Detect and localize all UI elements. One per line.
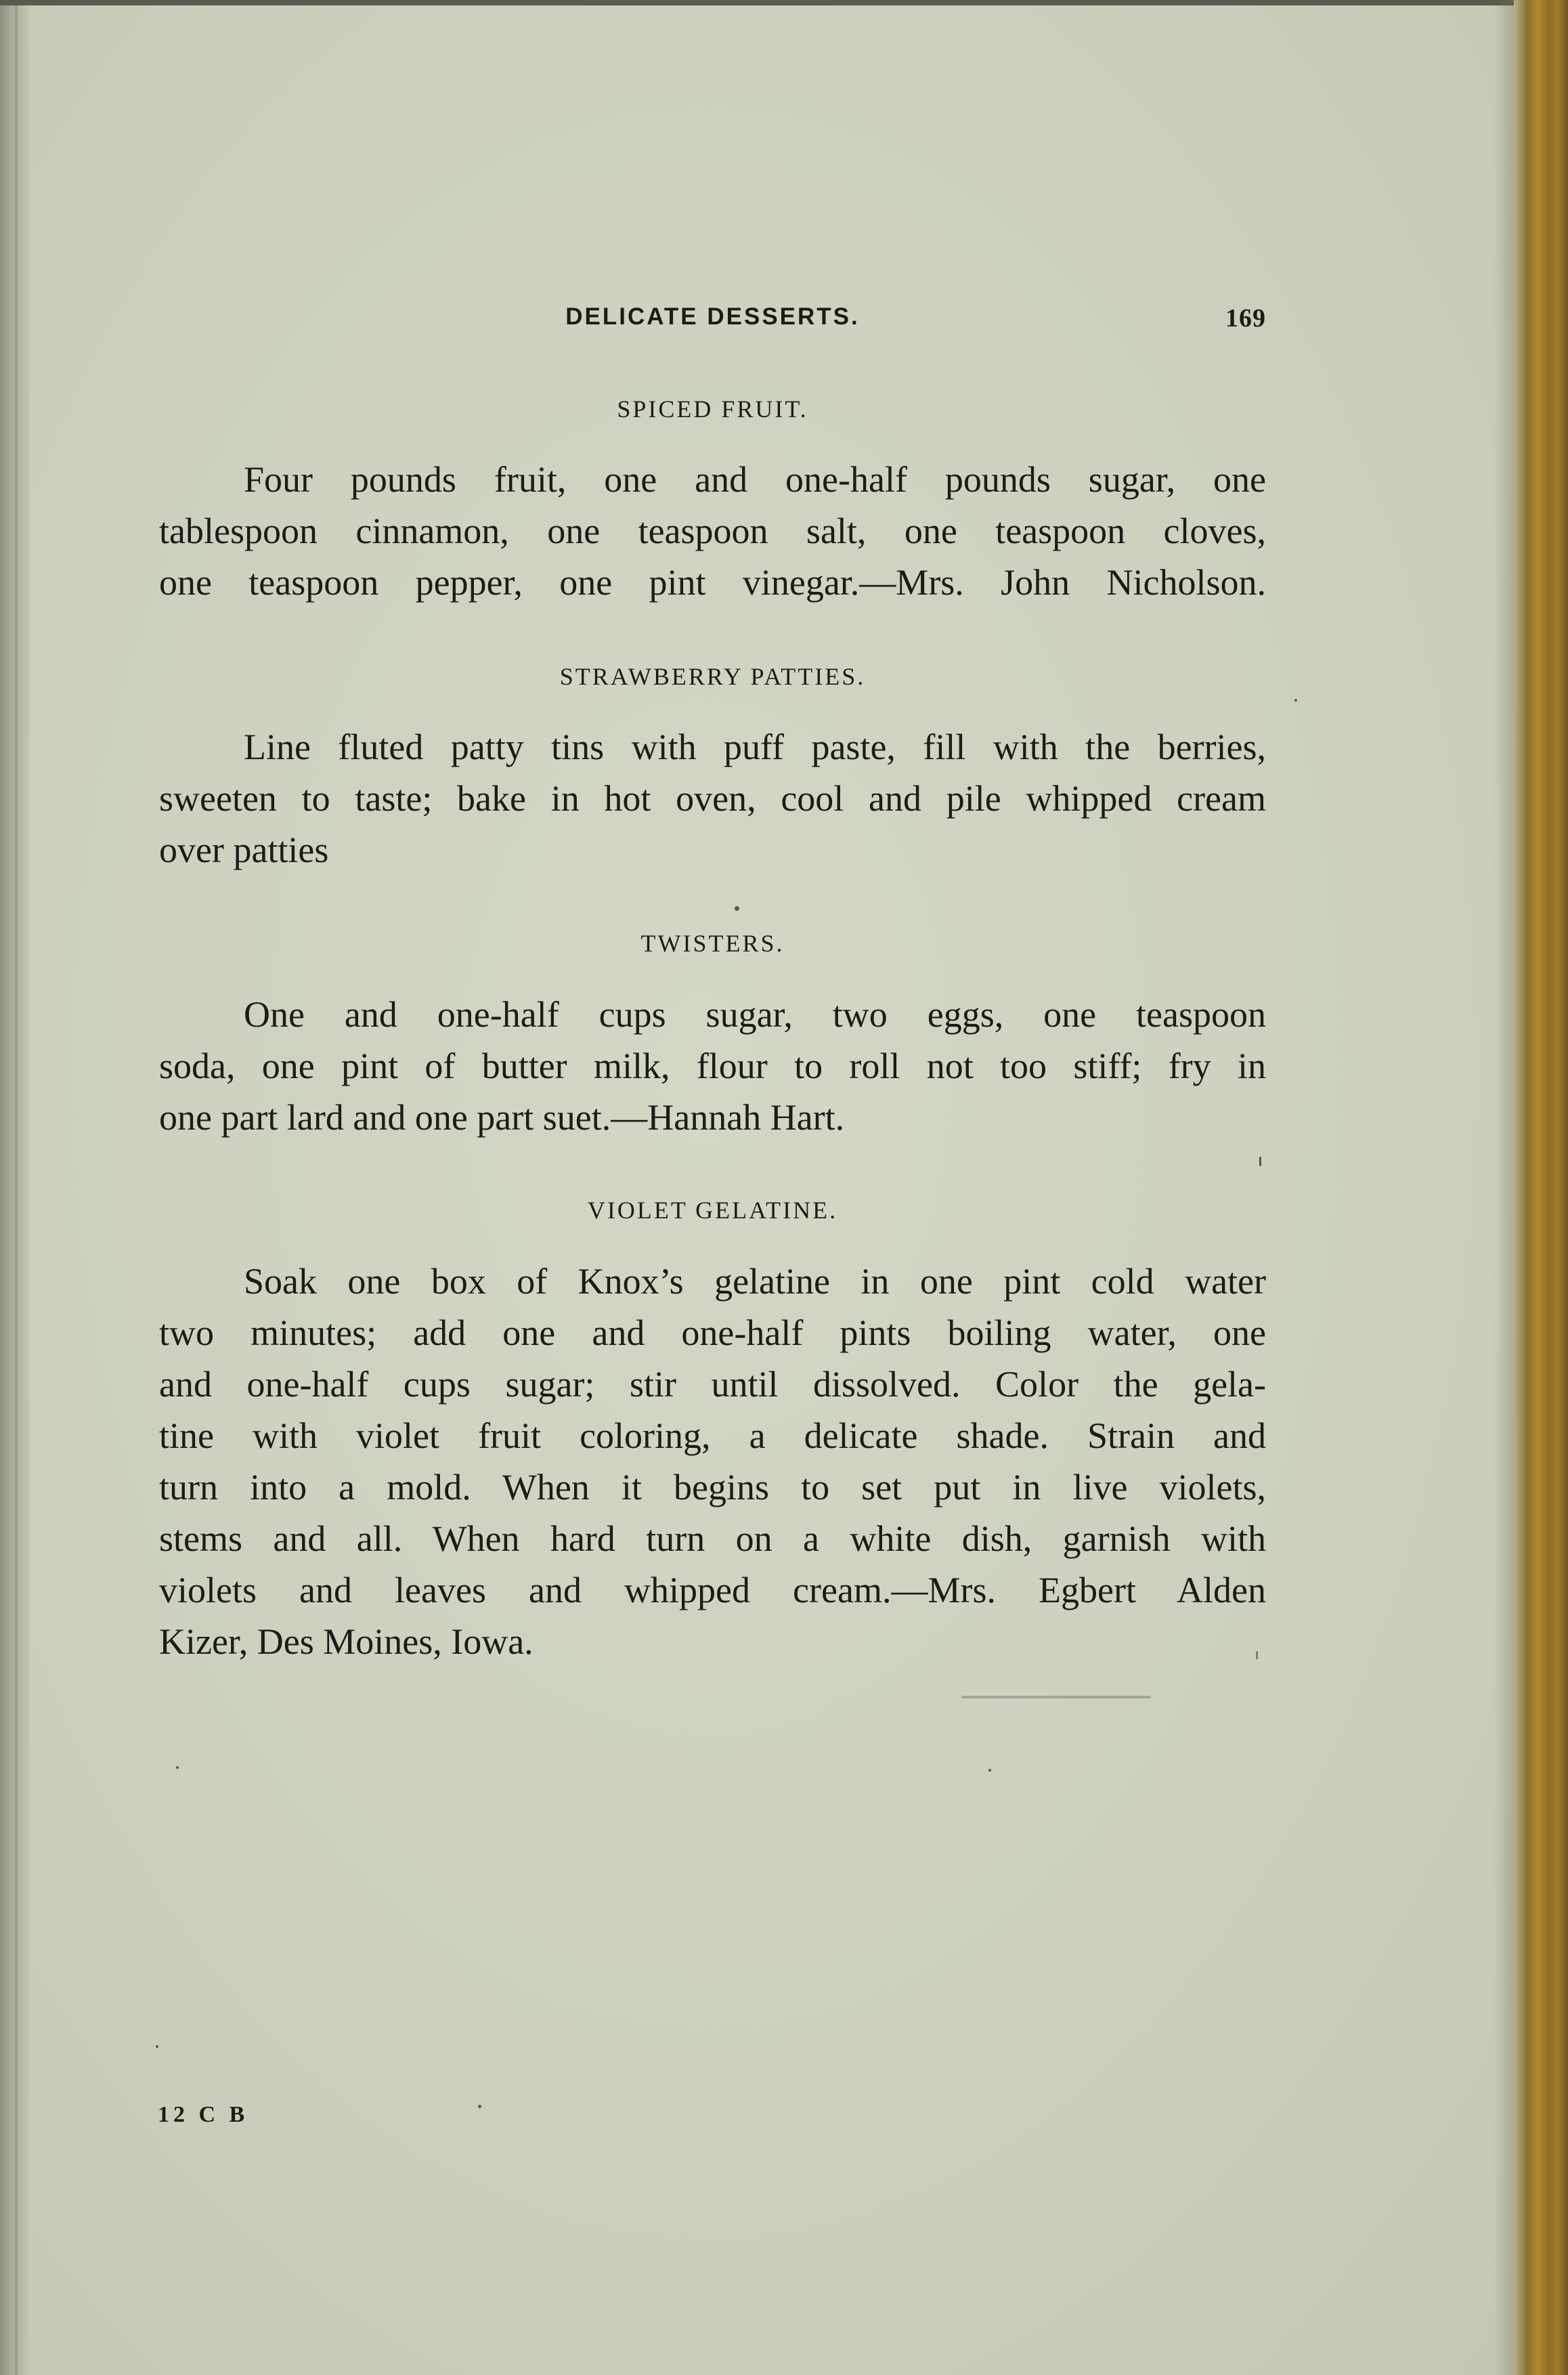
text-line: stems and all. When hard turn on a white dish, garnish with — [159, 1518, 1266, 1559]
recipe-body-spiced-fruit — [159, 454, 1266, 608]
text-line: one part lard and one part suet.—Hannah Hart. — [159, 1097, 845, 1138]
text-line: Soak one box of Knox’s gelatine in one pint cold water — [244, 1261, 1266, 1302]
recipe-title-violet-gelatine: VIOLET GELATINE. — [587, 1197, 838, 1224]
paper-speck — [176, 1766, 179, 1769]
text-line: turn into a mold. When it begins to set put in live violets, — [159, 1467, 1266, 1507]
text-line: and one-half cups sugar; stir until dissolved. Color the gela- — [159, 1364, 1266, 1405]
text-line: sweeten to taste; bake in hot oven, cool and pile whipped cream — [159, 778, 1266, 819]
text-line: over patties — [159, 830, 329, 870]
ink-smudge — [961, 1696, 1151, 1698]
recipe-title-spiced-fruit: SPICED FRUIT. — [617, 395, 808, 423]
text-line: two minutes; add one and one-half pints boiling water, one — [159, 1312, 1266, 1353]
text-line: tine with violet fruit coloring, a delicate shade. Strain and — [159, 1415, 1266, 1456]
paper-speck — [1294, 699, 1297, 702]
text-line: Kizer, Des Moines, Iowa. — [159, 1621, 533, 1662]
gilt-page-edges — [1514, 0, 1568, 2375]
text-line: Line fluted patty tins with puff paste, fill with the berries, — [244, 727, 1266, 767]
gutter-line — [15, 0, 18, 2375]
running-head — [159, 303, 1266, 337]
signature-mark: 12 C B — [158, 2102, 249, 2127]
text-line: violets and leaves and whipped cream.—Mrs. Egbert Alden — [159, 1570, 1266, 1610]
text-line: One and one-half cups sugar, two eggs, one teaspoon — [244, 994, 1266, 1035]
paper-mark — [1256, 1651, 1258, 1659]
recipe-body-violet-gelatine — [159, 1256, 1266, 1667]
recipe-body-twisters — [159, 989, 1266, 1143]
paper-speck — [988, 1769, 991, 1772]
top-edge — [0, 0, 1568, 5]
paper-speck — [478, 2105, 481, 2108]
recipe-title-twisters: TWISTERS. — [640, 930, 785, 957]
page-edge-shadow — [1494, 0, 1514, 2375]
text-line: tablespoon cinnamon, one teaspoon salt, one teaspoon cloves, — [159, 511, 1266, 551]
recipe-body-strawberry-patties — [159, 721, 1266, 876]
running-title: DELICATE DESSERTS. — [565, 303, 860, 330]
paper-speck — [156, 2045, 158, 2048]
paper-speck — [735, 906, 739, 911]
recipe-title-strawberry-patties: STRAWBERRY PATTIES. — [559, 663, 866, 690]
text-line: soda, one pint of butter milk, flour to roll not too stiff; fry in — [159, 1046, 1266, 1086]
paper-mark — [1259, 1157, 1261, 1166]
text-line: one teaspoon pepper, one pint vinegar.—Mrs. John Nicholson. — [159, 562, 1266, 603]
page-number: 169 — [1225, 304, 1266, 333]
text-line: Four pounds fruit, one and one-half pounds sugar, one — [244, 459, 1266, 500]
